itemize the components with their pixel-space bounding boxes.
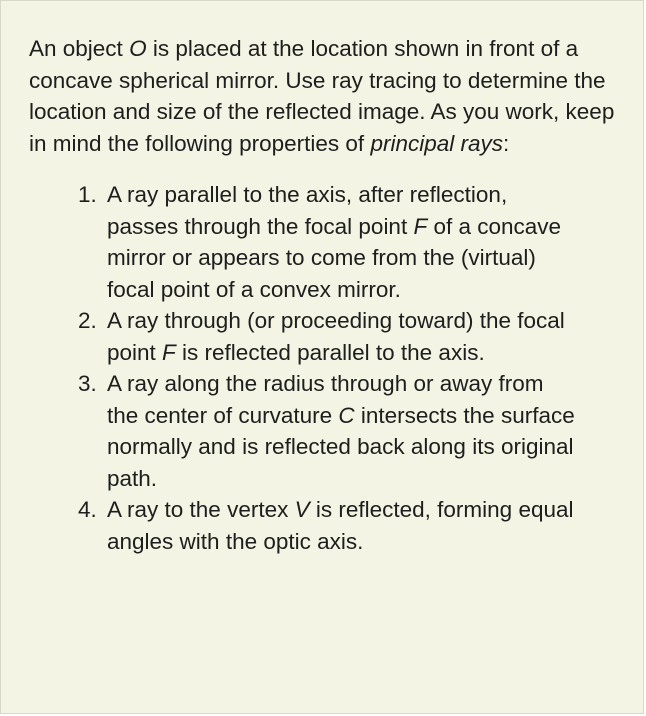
ray-text-2: of a concave mirror or appears to come from the (virtual) focal point of a convex mirror. xyxy=(107,213,562,302)
problem-content xyxy=(29,33,629,557)
principal-rays-list xyxy=(29,179,629,557)
ray-item-1 xyxy=(29,179,577,305)
intro-paragraph xyxy=(29,33,629,159)
ray-text-1: A ray along the radius through or away from the center of curvature xyxy=(107,371,544,428)
ray-text-1: A ray through (or proceeding toward) the focal point xyxy=(107,308,565,365)
ray-variable: F xyxy=(162,339,176,365)
intro-text-2: is placed at the location shown in front of a concave spherical mirror. Use ray tracing to determine the location and size of the reflected image. As you work, keep in mind the following properties of xyxy=(29,36,615,156)
ray-variable: F xyxy=(413,213,428,239)
ray-variable: V xyxy=(294,497,310,522)
ray-number: 1. xyxy=(78,182,97,207)
intro-text-1: An object xyxy=(29,36,130,61)
ray-text-2: intersects the surface normally and is reflected back along its original path. xyxy=(107,402,575,491)
ray-item-4 xyxy=(29,494,577,557)
ray-item-3 xyxy=(29,368,577,494)
ray-text-2: is reflected, forming equal angles with the optic axis. xyxy=(107,497,574,554)
ray-number: 3. xyxy=(78,371,97,396)
object-variable: O xyxy=(129,36,147,61)
ray-number: 4. xyxy=(78,497,97,522)
ray-text-1: A ray to the vertex xyxy=(107,497,295,522)
intro-text-3: : xyxy=(503,130,510,156)
ray-text-2: is reflected parallel to the axis. xyxy=(175,339,485,365)
principal-rays-term: principal rays xyxy=(370,130,503,156)
ray-item-2 xyxy=(29,305,577,368)
ray-text-1: A ray parallel to the axis, after reflection, passes through the focal point xyxy=(107,182,508,239)
ray-number: 2. xyxy=(78,308,97,333)
ray-variable: C xyxy=(338,402,355,428)
